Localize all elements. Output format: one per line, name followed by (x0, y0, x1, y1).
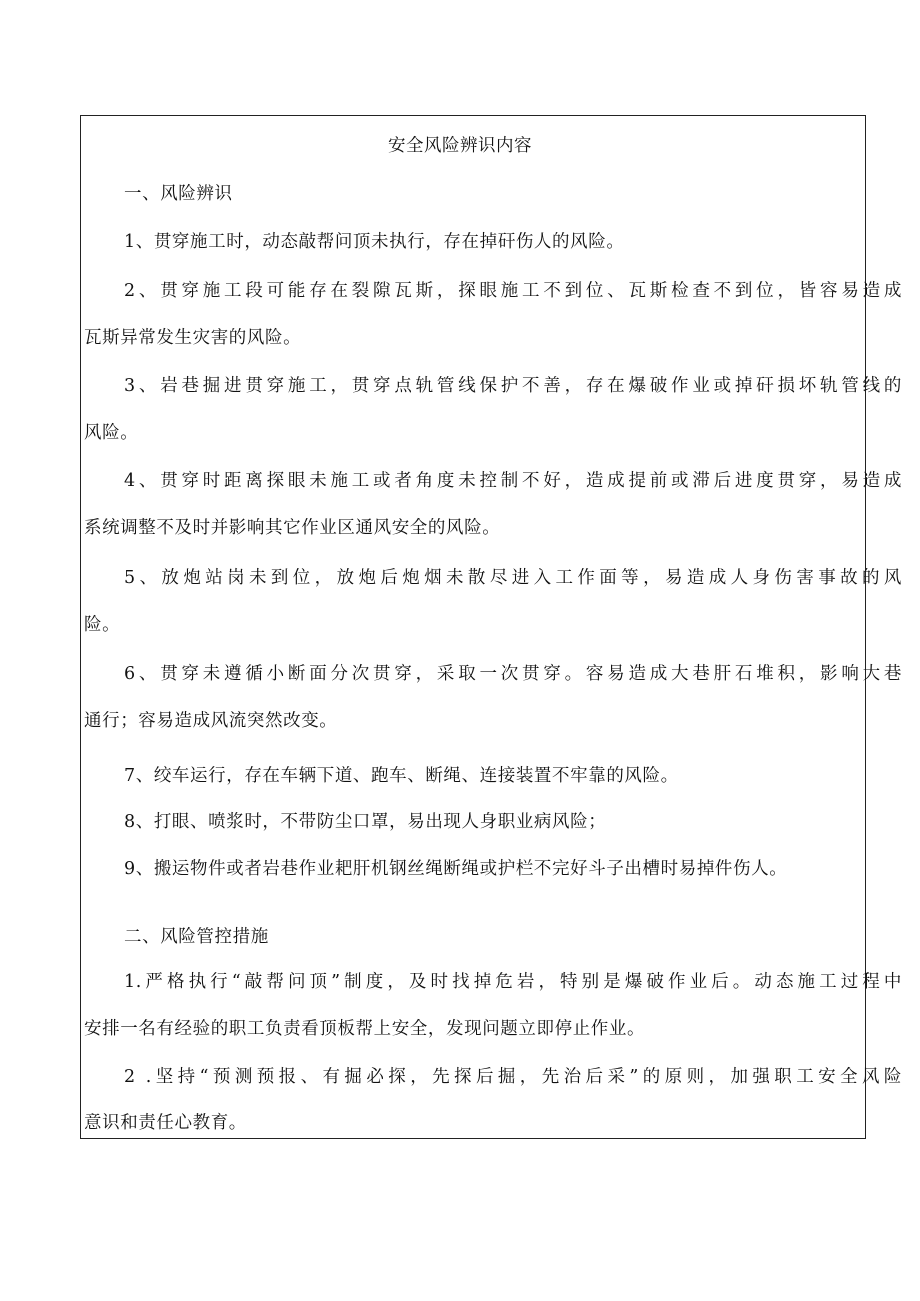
risk-item-4-line-1: 4、贯穿时距离探眼未施工或者角度未控制不好，造成提前或滞后进度贯穿，易造成 (124, 471, 902, 491)
risk-item-9-line-1: 9、搬运物件或者岩巷作业耙肝机钢丝绳断绳或护栏不完好斗子出槽时易掉件伤人。 (124, 859, 788, 879)
control-item-2-line-1: 2 .坚持“预测预报、有掘必探，先探后掘，先治后采”的原则，加强职工安全风险 (124, 1067, 902, 1087)
section-heading-risk-identification: 一、风险辨识 (124, 184, 233, 204)
risk-item-5-line-2: 险。 (84, 615, 121, 635)
control-item-1-line-1: 1.严格执行“敲帮问顶”制度，及时找掉危岩，特别是爆破作业后。动态施工过程中 (124, 972, 902, 992)
risk-item-2-line-1: 2、贯穿施工段可能存在裂隙瓦斯，探眼施工不到位、瓦斯检查不到位，皆容易造成 (124, 281, 902, 301)
control-item-2-line-2: 意识和责任心教育。 (84, 1113, 247, 1133)
risk-item-1-line-1: 1、贯穿施工时，动态敲帮问顶未执行，存在掉矸伤人的风险。 (124, 232, 625, 252)
section-heading-risk-control: 二、风险管控措施 (124, 927, 269, 947)
risk-item-6-line-2: 通行；容易造成风流突然改变。 (84, 711, 338, 731)
risk-item-4-line-2: 系统调整不及时并影响其它作业区通风安全的风险。 (84, 518, 501, 538)
risk-item-2-line-2: 瓦斯异常发生灾害的风险。 (84, 328, 302, 348)
risk-item-8-line-1: 8、打眼、喷浆时，不带防尘口罩，易出现人身职业病风险； (124, 812, 607, 832)
risk-item-3-line-1: 3、岩巷掘进贯穿施工，贯穿点轨管线保护不善，存在爆破作业或掉矸损坏轨管线的 (124, 376, 902, 396)
page-title: 安全风险辨识内容 (388, 136, 532, 156)
control-item-1-line-2: 安排一名有经验的职工负责看顶板帮上安全，发现问题立即停止作业。 (84, 1019, 646, 1039)
risk-item-5-line-1: 5、放炮站岗未到位，放炮后炮烟未散尽进入工作面等，易造成人身伤害事故的风 (124, 568, 902, 588)
risk-item-7-line-1: 7、绞车运行，存在车辆下道、跑车、断绳、连接装置不牢靠的风险。 (124, 766, 679, 786)
risk-item-6-line-1: 6、贯穿未遵循小断面分次贯穿，采取一次贯穿。容易造成大巷肝石堆积，影响大巷 (124, 664, 902, 684)
risk-item-3-line-2: 风险。 (84, 423, 139, 443)
